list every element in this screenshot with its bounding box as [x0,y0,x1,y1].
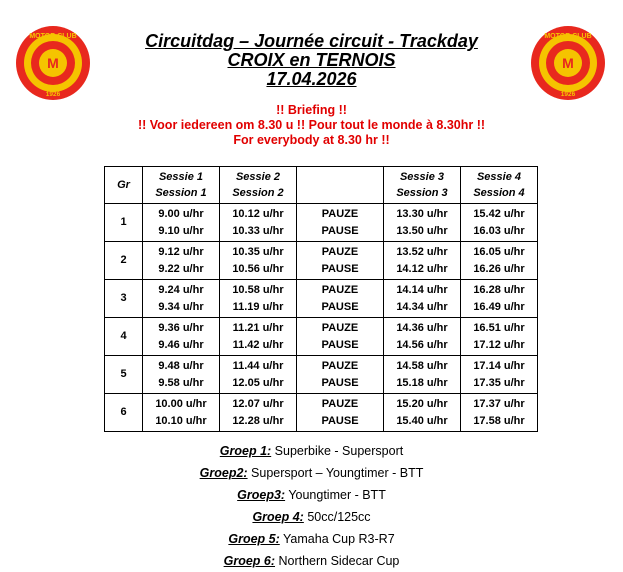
logo-top-text: MOTOR CLUB [544,33,592,40]
pause-cell [297,394,384,432]
group-number-cell: 6 [105,394,143,432]
cell-line: 16.49 u/hr [473,300,525,313]
group-description: Youngtimer - BTT [285,488,386,502]
cell-line: 15.40 u/hr [396,414,448,427]
cell-line: 9.00 u/hr [158,207,204,220]
cell-line: PAUZE [321,245,359,258]
cell-line: 10.58 u/hr [232,283,284,296]
event-header [100,32,523,89]
cell-line: PAUSE [321,338,359,351]
group-number-cell: 2 [105,242,143,280]
cell-line: 11.19 u/hr [232,300,284,313]
logo-letter: M [562,55,574,71]
session-schedule-table [104,166,538,432]
session-time-cell [220,318,297,356]
cell-line: 12.28 u/hr [232,414,284,427]
table-row [105,356,538,394]
table-row [105,394,538,432]
session-time-cell [461,242,538,280]
cell-line: 15.42 u/hr [473,207,525,220]
cell-line: PAUSE [321,414,359,427]
cell-line: PAUZE [321,207,359,220]
group-description: 50cc/125cc [303,510,371,524]
cell-line: 10.56 u/hr [232,262,284,275]
header-pause [297,167,384,204]
session-time-cell [143,204,220,242]
group-line [100,484,523,506]
cell-line: PAUSE [321,300,359,313]
cell-line: 12.05 u/hr [232,376,284,389]
cell-line: 17.35 u/hr [473,376,525,389]
session-time-cell [384,280,461,318]
group-label: Groep2: [199,466,248,480]
group-description: Yamaha Cup R3-R7 [279,532,395,546]
session-time-cell [143,280,220,318]
cell-line: 16.05 u/hr [473,245,525,258]
club-logo-left [15,25,91,101]
cell-line: 17.12 u/hr [473,338,525,351]
table-row [105,242,538,280]
cell-line: PAUSE [321,262,359,275]
cell-line: 14.34 u/hr [396,300,448,313]
session-time-cell [220,280,297,318]
cell-line: 9.24 u/hr [158,283,204,296]
cell-line: 17.14 u/hr [473,359,525,372]
group-label: Groep3: [237,488,286,502]
group-label: Groep 5: [228,532,280,546]
session-time-cell [384,318,461,356]
cell-line: PAUZE [321,321,359,334]
cell-line: 13.30 u/hr [396,207,448,220]
briefing-notice [80,103,543,148]
event-location: CROIX en TERNOIS [227,50,396,70]
session-time-cell [220,204,297,242]
event-title: Circuitdag – Journée circuit - Trackday [145,31,478,51]
event-date: 17.04.2026 [266,69,357,89]
session-time-cell [220,242,297,280]
group-line [100,506,523,528]
cell-line: 11.21 u/hr [232,321,284,334]
cell-line: 16.26 u/hr [473,262,525,275]
cell-line: 9.46 u/hr [158,338,204,351]
header-session-4: Sessie 4 Session 4 [461,167,538,204]
group-label: Groep 4: [252,510,304,524]
club-logo-right [530,25,606,101]
group-line [100,550,523,572]
group-line [100,440,523,462]
cell-line: 10.00 u/hr [155,397,207,410]
group-description: Supersport – Youngtimer - BTT [247,466,424,480]
session-time-cell [220,356,297,394]
cell-line: 14.56 u/hr [396,338,448,351]
cell-line: 16.51 u/hr [473,321,525,334]
pause-cell [297,204,384,242]
logo-top-text: MOTOR CLUB [29,33,77,40]
group-number-cell: 3 [105,280,143,318]
group-description: Northern Sidecar Cup [275,554,400,568]
session-time-cell [143,394,220,432]
cell-line: 10.33 u/hr [232,224,284,237]
session-time-cell [384,394,461,432]
group-number-cell: 5 [105,356,143,394]
cell-line: 16.03 u/hr [473,224,525,237]
cell-line: 17.37 u/hr [473,397,525,410]
session-time-cell [461,280,538,318]
cell-line: 9.10 u/hr [158,224,204,237]
header-group: Gr [105,167,143,204]
session-time-cell [461,204,538,242]
group-legend [100,440,523,572]
briefing-time-en: For everybody at 8.30 hr !! [233,133,390,147]
session-time-cell [220,394,297,432]
session-time-cell [461,356,538,394]
group-line [100,528,523,550]
cell-line: 11.42 u/hr [232,338,284,351]
cell-line: 9.48 u/hr [158,359,204,372]
cell-line: 10.12 u/hr [232,207,284,220]
table-row [105,204,538,242]
briefing-time-nl-fr: !! Voor iedereen om 8.30 u !! Pour tout le monde à 8.30hr !! [137,118,486,132]
group-line [100,462,523,484]
cell-line: 16.28 u/hr [473,283,525,296]
cell-line: 10.10 u/hr [155,414,207,427]
cell-line: 9.22 u/hr [158,262,204,275]
pause-cell [297,356,384,394]
cell-line: 13.52 u/hr [396,245,448,258]
cell-line: 15.20 u/hr [396,397,448,410]
cell-line: 17.58 u/hr [473,414,525,427]
logo-letter: M [47,55,59,71]
logo-year: 1926 [45,91,61,98]
cell-line: 10.35 u/hr [232,245,284,258]
session-time-cell [384,242,461,280]
logo-year: 1926 [560,91,576,98]
table-header-row [105,167,538,204]
group-label: Groep 6: [223,554,276,568]
session-time-cell [461,394,538,432]
pause-cell [297,242,384,280]
cell-line: 11.44 u/hr [232,359,284,372]
cell-line: 14.12 u/hr [396,262,448,275]
cell-line: 9.34 u/hr [158,300,204,313]
cell-line: PAUZE [321,283,359,296]
cell-line: 9.12 u/hr [158,245,204,258]
cell-line: 14.14 u/hr [396,283,448,296]
header-session-3: Sessie 3 Session 3 [384,167,461,204]
cell-line: 14.58 u/hr [396,359,448,372]
cell-line: 9.36 u/hr [158,321,204,334]
cell-line: 14.36 u/hr [396,321,448,334]
header-session-2: Sessie 2 Session 2 [220,167,297,204]
group-description: Superbike - Supersport [271,444,404,458]
pause-cell [297,318,384,356]
group-number-cell: 4 [105,318,143,356]
table-row [105,280,538,318]
group-label: Groep 1: [219,444,272,458]
cell-line: 13.50 u/hr [396,224,448,237]
session-time-cell [384,356,461,394]
pause-cell [297,280,384,318]
cell-line: PAUZE [321,359,359,372]
cell-line: PAUZE [321,397,359,410]
briefing-title: !! Briefing !! [276,103,347,117]
cell-line: 9.58 u/hr [158,376,204,389]
header-session-1: Sessie 1 Session 1 [143,167,220,204]
session-time-cell [143,242,220,280]
group-number-cell: 1 [105,204,143,242]
cell-line: PAUSE [321,224,359,237]
table-row [105,318,538,356]
cell-line: PAUSE [321,376,359,389]
session-time-cell [461,318,538,356]
cell-line: 15.18 u/hr [396,376,448,389]
session-time-cell [143,356,220,394]
session-time-cell [384,204,461,242]
cell-line: 12.07 u/hr [232,397,284,410]
session-time-cell [143,318,220,356]
